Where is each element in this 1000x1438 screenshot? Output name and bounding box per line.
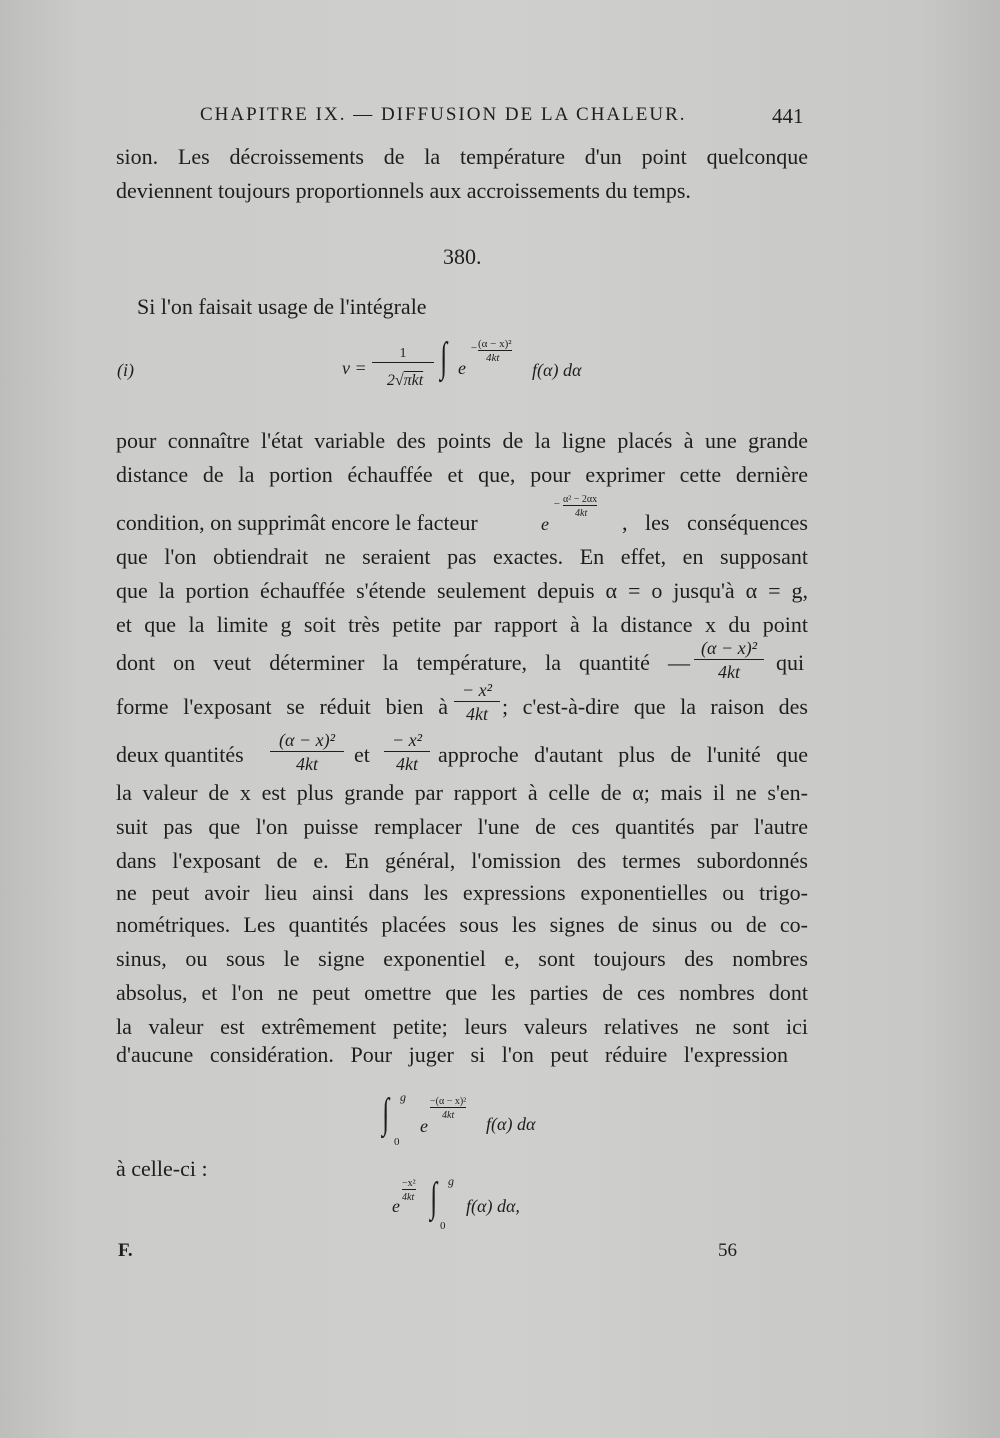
text-line: la valeur est extrêmement petite; leurs valeurs relatives ne sont ici	[116, 1014, 808, 1039]
fraction-minus-x2: − x² 4kt	[384, 730, 432, 776]
text-line: nométriques. Les quantités placées sous les signes de sinus ou de co-	[116, 912, 808, 937]
text-line: d'aucune considération. Pour juger si l'on peut réduire l'expression	[116, 1042, 788, 1067]
integral-expression: ∫ g 0 e −(α − x)² 4kt f(α) dα	[382, 1090, 536, 1148]
text-line: à celle-ci :	[116, 1156, 208, 1181]
text-line: dans l'exposant de e. En général, l'omission des termes subordonnés	[116, 848, 808, 873]
text-line: sinus, ou sous le signe exponentiel e, sont toujours des nombres	[116, 946, 808, 971]
factor-expression: e − α² − 2αx 4kt	[541, 494, 598, 534]
text-line: qui	[776, 650, 805, 675]
page-number: 441	[772, 104, 804, 128]
text-line: et	[354, 742, 370, 767]
text-line: deviennent toujours proportionnels aux accroissements du temps.	[116, 178, 691, 203]
text-line: approche d'autant plus de l'unité que	[438, 742, 808, 767]
text-line: distance de la portion échauffée et que, pour exprimer cette dernière	[116, 462, 808, 487]
integral-expression: e −x² 4kt ∫ g 0 f(α) dα,	[392, 1174, 520, 1232]
section-number: 380.	[443, 244, 482, 269]
text-line: ; c'est-à-dire que la raison des	[502, 694, 808, 719]
text-line: pour connaître l'état variable des points de la ligne placés à une grande	[116, 428, 808, 453]
fraction-alpha-minus-x: (α − x)² 4kt	[270, 730, 346, 776]
printer-signature: F.	[118, 1240, 133, 1261]
text-line: que la portion échauffée s'étende seulement depuis α = o jusqu'à α = g,	[116, 578, 808, 603]
fraction-minus-x2: − x² 4kt	[454, 680, 502, 726]
text-line: dont on veut déterminer la température, la quantité —	[116, 650, 690, 675]
running-header: CHAPITRE IX. — DIFFUSION DE LA CHALEUR.	[200, 104, 687, 125]
text-line: suit pas que l'on puisse remplacer l'une de ces quantités par l'autre	[116, 814, 808, 839]
text-line: sion. Les décroissements de la température d'un point quelconque	[116, 144, 808, 169]
equation-i: v = 1 2√πkt ∫ e − (α − x)² 4kt f(α) dα	[342, 335, 582, 389]
text-line: condition, on supprimât encore le facteur	[116, 510, 478, 535]
text-line: , les conséquences	[622, 510, 808, 535]
text-line: et que la limite g soit très petite par rapport à la distance x du point	[116, 612, 808, 637]
text-line: ne peut avoir lieu ainsi dans les expressions exponentielles ou trigo-	[116, 880, 808, 905]
text-line: forme l'exposant se réduit bien à	[116, 694, 448, 719]
text-line: Si l'on faisait usage de l'intégrale	[137, 294, 427, 319]
sheet-number: 56	[718, 1240, 737, 1261]
fraction-alpha-minus-x: (α − x)² 4kt	[694, 638, 766, 684]
text-line: deux quantités	[116, 742, 244, 767]
equation-label: (i)	[117, 360, 134, 380]
text-line: absolus, et l'on ne peut omettre que les parties de ces nombres dont	[116, 980, 808, 1005]
text-line: que l'on obtiendrait ne seraient pas exactes. En effet, en supposant	[116, 544, 808, 569]
text-line: la valeur de x est plus grande par rapport à celle de α; mais il ne s'en-	[116, 780, 808, 805]
